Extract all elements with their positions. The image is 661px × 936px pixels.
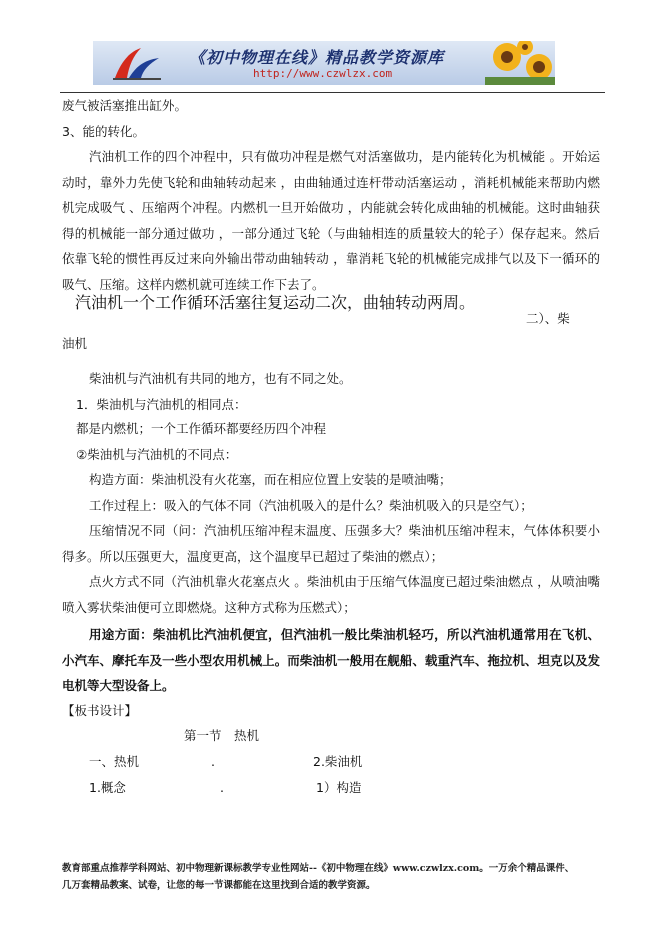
footer-line-2: 几万套精品教案、试卷，让您的每一节课都能在这里找到合适的教学资源。 (62, 880, 376, 891)
same-points-heading: 1．柴油机与汽油机的相同点： (76, 397, 247, 412)
usage-paragraph: 用途方面：柴油机比汽油机便宜，但汽油机一般比柴油机轻巧，所以汽油机通常用在飞机、小汽车、摩托车及一些小型农用机械上。而柴油机一般用在舰船、载重汽车、拖拉机、坦克以及发电机等大型设备上。 (62, 627, 600, 693)
diff-process: 工作过程上：吸入的气体不同（汽油机吸入的是什么？柴油机吸入的只是空气）； (89, 498, 533, 513)
section-diesel-suffix: 油机 (62, 336, 88, 351)
board-dot: . (211, 754, 215, 769)
section-diesel-prefix: 二）、柴 (526, 311, 570, 326)
diesel-intro: 柴油机与汽油机有共同的地方，也有不同之处。 (89, 371, 352, 386)
board-item-structure: 1）构造 (316, 780, 362, 795)
board-item-diesel: 2.柴油机 (313, 754, 363, 769)
header-banner (93, 41, 555, 85)
four-stroke-summary: 汽油机一个工作循环活塞往复运动二次，曲轴转动两周。 (75, 293, 476, 312)
same-points-text: 都是内燃机；一个工作循环都要经历四个冲程 (76, 421, 327, 436)
red-blue-swoosh-logo-icon (107, 44, 167, 84)
heading-energy-conversion: 3、能的转化。 (62, 124, 145, 139)
paragraph-energy-conversion: 汽油机工作的四个冲程中，只有做功冲程是燃气对活塞做功，是内能转化为机械能 。开始运动时，靠外力先使飞轮和曲轴转动起来 ，由曲轴通过连杆带动活塞运动 ，消耗机械能来帮助内燃机完成吸气 、压缩两个冲程。内燃机一旦开始做功 ，内能就会转化成曲轴的机械能。这时曲轴获得的机械能一部分通过做功 ，一部分通过飞轮（与曲轴相连的质量较大的轮子）保存起来。然后依靠飞轮的惯性再反过来向外输出带动曲轴转动 ，靠消耗飞轮的机械能完成排气以及下一循环的吸气、压缩。这样内燃机就可连续工作下去了。 (62, 149, 600, 292)
banner-url: http://www.czwlzx.com (253, 67, 393, 80)
line-exhaust: 废气被活塞推出缸外。 (62, 98, 188, 113)
footer-line-1: 教育部重点推荐学科网站、初中物理新课标教学专业性网站--《初中物理在线》www.czwlzx.com。一万余个精品课件、 (62, 863, 575, 874)
board-design-heading: 【板书设计】 (62, 703, 138, 718)
diff-structure: 构造方面：柴油机没有火花塞，而在相应位置上安装的是喷油嘴； (89, 472, 452, 487)
diff-compression: 压缩情况不同（问：汽油机压缩冲程末温度、压强多大？柴油机压缩冲程末，气体体积要小得多。所以压强更大，温度更高，这个温度早已超过了柴油的燃点）； (62, 523, 600, 564)
board-dot: . (220, 780, 224, 795)
board-item-heat-engine: 一、热机 (89, 754, 140, 769)
board-title: 第一节 热机 (184, 728, 260, 743)
board-item-concept: 1.概念 (89, 780, 126, 795)
diff-ignition: 点火方式不同（汽油机靠火花塞点火 。柴油机由于压缩气体温度已超过柴油燃点 ，从喷油嘴喷入雾状柴油便可立即燃烧。这种方式称为压燃式）； (62, 574, 600, 615)
diff-points-heading: ②柴油机与汽油机的不同点： (76, 447, 238, 462)
banner-title: 《初中物理在线》精品教学资源库 (189, 48, 445, 67)
page-footer (62, 860, 622, 894)
sunflower-icon (485, 41, 555, 85)
